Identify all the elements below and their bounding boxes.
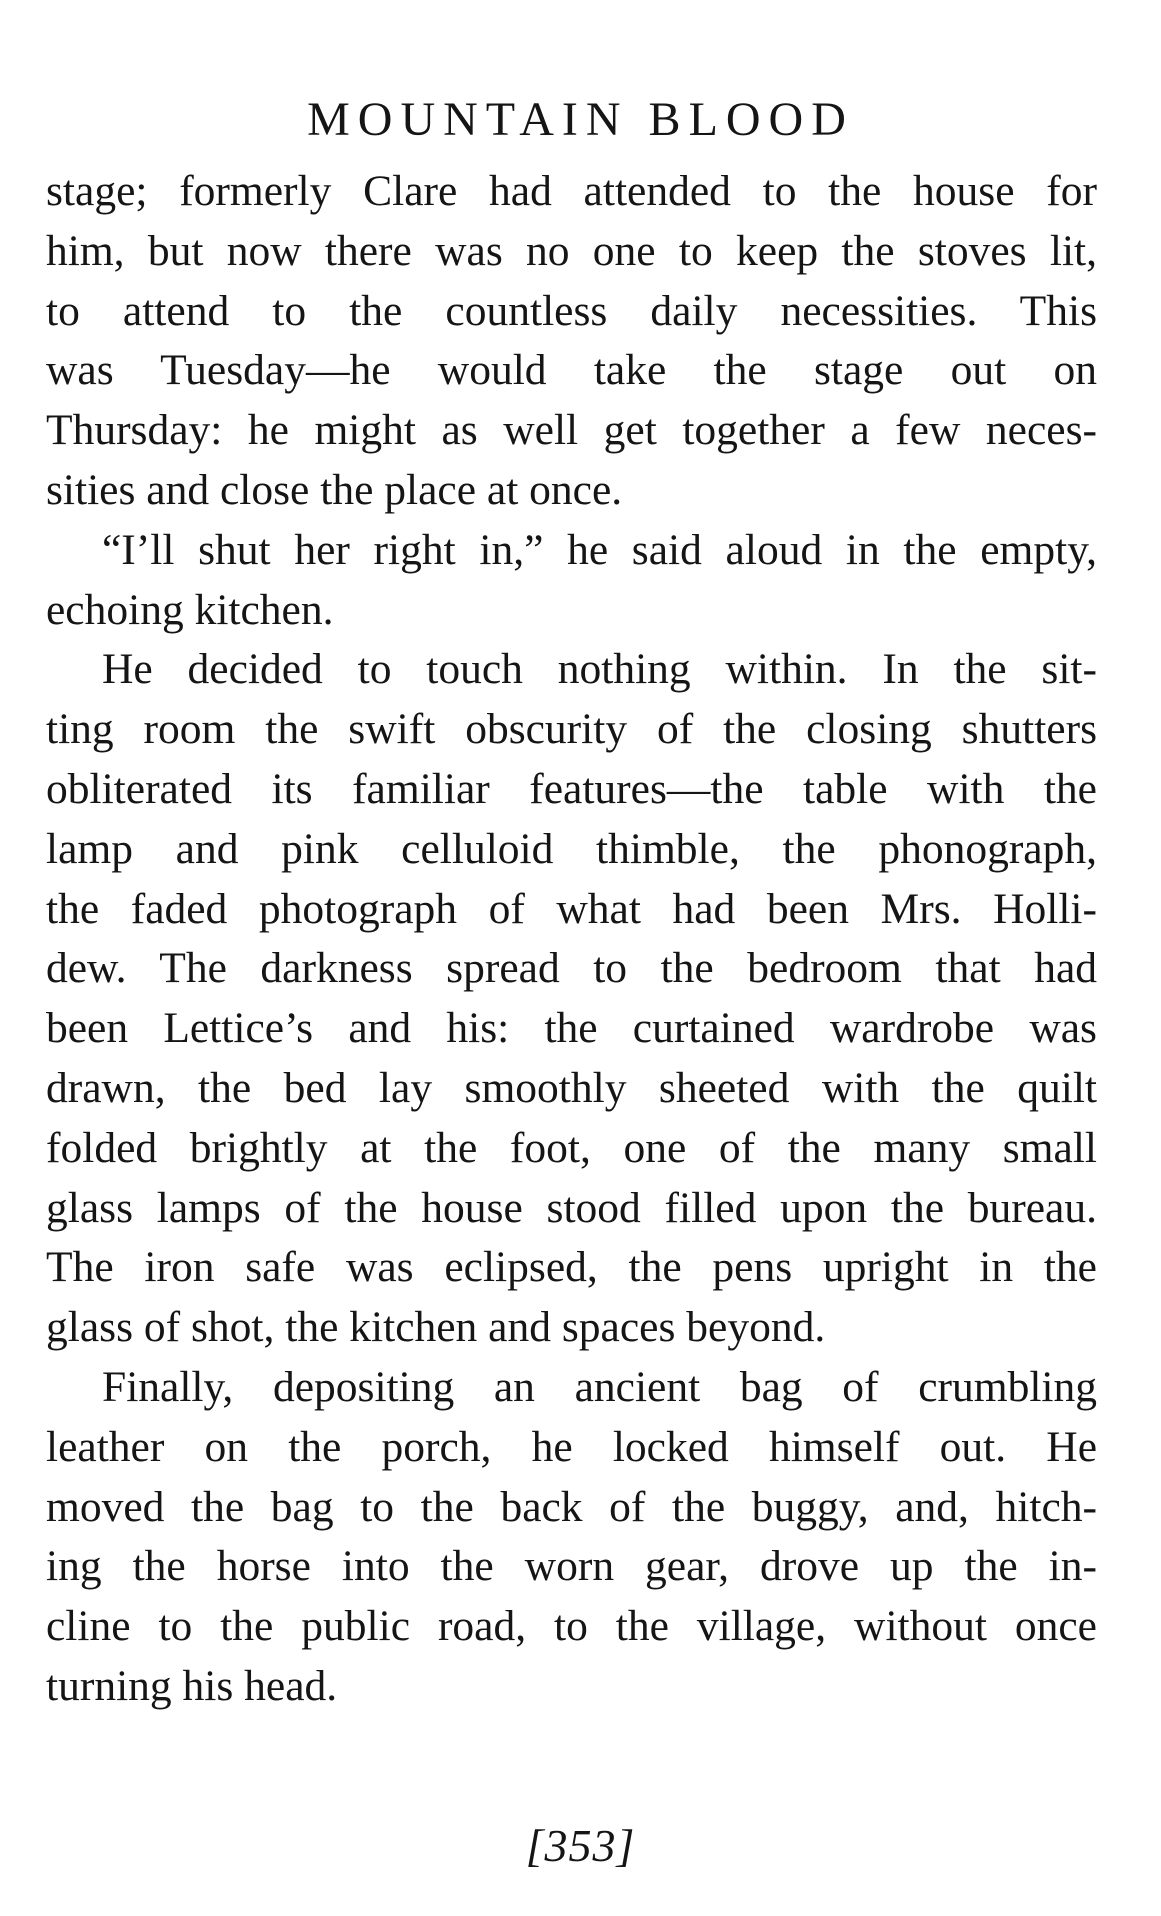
paragraph-4 (46, 1358, 1097, 1717)
text-line: turning his head. (46, 1661, 338, 1710)
text-line: stage; formerly Clare had attended to the house for (46, 167, 1097, 215)
running-head: MOUNTAIN BLOOD (307, 93, 854, 146)
text-line: The iron safe was eclipsed, the pens upright in the (46, 1243, 1097, 1292)
text-line: obliterated its familiar features—the table with the (46, 764, 1097, 813)
text-line: echoing kitchen. (46, 585, 334, 634)
paragraph-1 (46, 162, 1097, 521)
text-line: been Lettice’s and his: the curtained wardrobe was (46, 1004, 1097, 1053)
body-text (46, 162, 1097, 1717)
text-line: drawn, the bed lay smoothly sheeted with the quilt (46, 1063, 1097, 1112)
text-line: sities and close the place at once. (46, 465, 623, 514)
text-line: dew. The darkness spread to the bedroom that had (46, 944, 1097, 993)
paragraph-3 (46, 640, 1097, 1358)
text-line: glass lamps of the house stood filled upon the bureau. (46, 1183, 1097, 1232)
text-line: leather on the porch, he locked himself out. He (46, 1422, 1097, 1471)
text-line: “I’ll shut her right in,” he said aloud in the empty, (102, 525, 1097, 574)
text-line: the faded photograph of what had been Mrs. Holli- (46, 884, 1097, 933)
text-line: to attend to the countless daily necessities. This (46, 286, 1097, 335)
text-line: Thursday: he might as well get together a few neces- (46, 406, 1097, 455)
text-line: lamp and pink celluloid thimble, the phonograph, (46, 824, 1097, 873)
text-line: him, but now there was no one to keep the stoves lit, (46, 226, 1097, 275)
text-line: He decided to touch nothing within. In the sit- (102, 645, 1097, 694)
text-line: folded brightly at the foot, one of the many small (46, 1123, 1097, 1172)
text-line: ing the horse into the worn gear, drove up the in- (46, 1542, 1097, 1591)
text-line: glass of shot, the kitchen and spaces beyond. (46, 1303, 826, 1352)
text-line: was Tuesday—he would take the stage out on (46, 346, 1097, 395)
paragraph-2 (46, 521, 1097, 641)
text-line: moved the bag to the back of the buggy, and, hitch- (46, 1482, 1097, 1531)
text-line: Finally, depositing an ancient bag of crumbling (102, 1362, 1097, 1411)
text-line: ting room the swift obscurity of the closing shutters (46, 705, 1097, 754)
page-number: [353] (525, 1820, 636, 1871)
text-line: cline to the public road, to the village, without once (46, 1602, 1097, 1651)
